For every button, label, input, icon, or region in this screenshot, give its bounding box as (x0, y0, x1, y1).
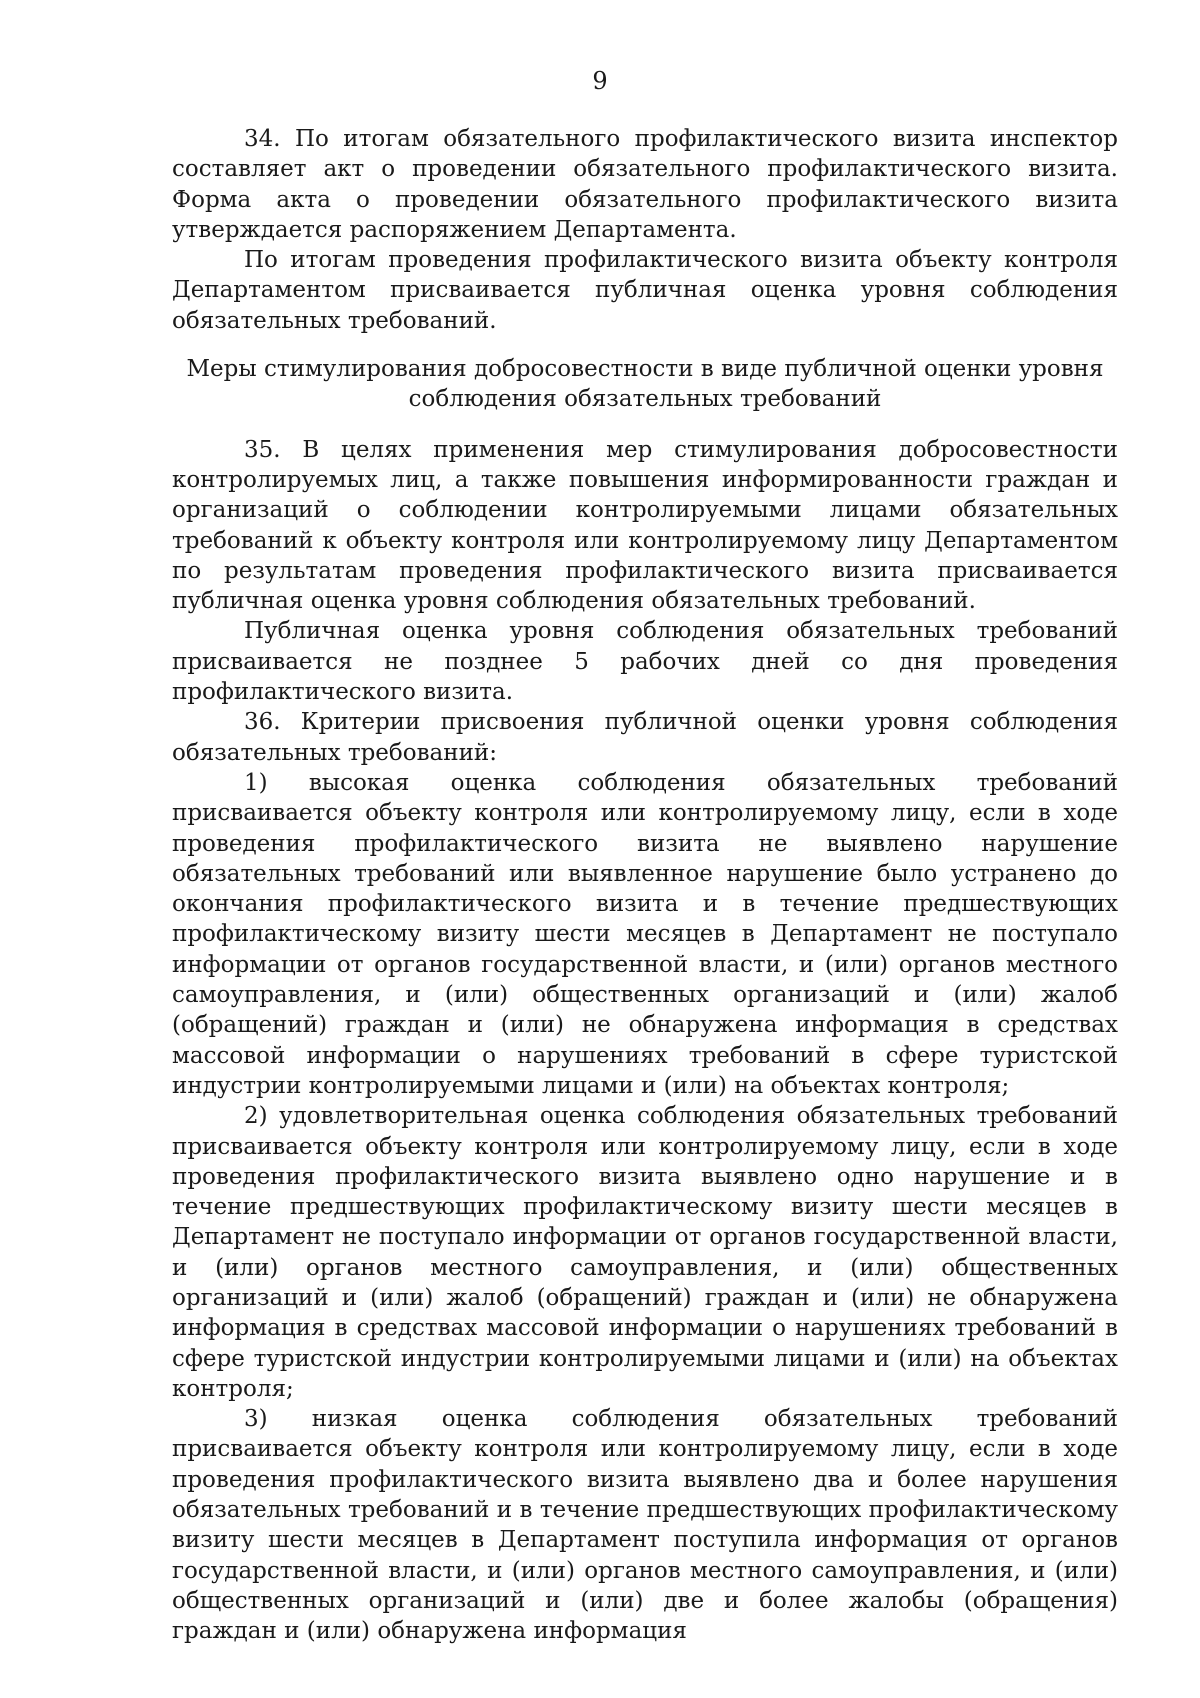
criterion-low: 3) низкая оценка соблюдения обязательных требований присваивается объекту контроля или контролируемому лицу, если в ходе проведения профилактического визита выявлено два и более нарушения обязательных требований и в течение предшествующих профилактическому визиту шести месяцев в Департамент поступила информация от органов государственной власти, и (или) органов местного самоуправления, и (или) общественных организаций и (или) две и более жалобы (обращения) граждан и (или) обнаружена информация (172, 1406, 1118, 1645)
section-heading (172, 354, 1118, 415)
document-body (172, 124, 1118, 1647)
section-heading-line-2: соблюдения обязательных требований (408, 386, 882, 413)
paragraph-36: 36. Критерии присвоения публичной оценки уровня соблюдения обязательных требований: (172, 709, 1118, 766)
paragraph-35-deadline: Публичная оценка уровня соблюдения обязательных требований присваивается не позднее 5 рабочих дней со дня проведения профилактического визита. (172, 618, 1118, 706)
page-number: 9 (592, 67, 608, 95)
section-heading-line-1: Меры стимулирования добросовестности в виде публичной оценки уровня (186, 356, 1104, 383)
criterion-satisfactory: 2) удовлетворительная оценка соблюдения обязательных требований присваивается объекту контроля или контролируемому лицу, если в ходе проведения профилактического визита выявлено одно нарушение и в течение предшествующих профилактическому визиту шести месяцев в Департамент не поступало информации от органов государственной власти, и (или) органов местного самоуправления, и (или) общественных организаций и (или) жалоб (обращений) граждан и (или) не обнаружена информация в средствах массовой информации о нарушениях требований в сфере туристской индустрии контролируемыми лицами и (или) на объектах контроля; (172, 1103, 1118, 1402)
criterion-high: 1) высокая оценка соблюдения обязательных требований присваивается объекту контроля или контролируемому лицу, если в ходе проведения профилактического визита не выявлено нарушение обязательных требований или выявленное нарушение было устранено до окончания профилактического визита и в течение предшествующих профилактическому визиту шести месяцев в Департамент не поступало информации от органов государственной власти, и (или) органов местного самоуправления, и (или) общественных организаций и (или) жалоб (обращений) граждан и (или) не обнаружена информация в средствах массовой информации о нарушениях требований в сфере туристской индустрии контролируемыми лицами и (или) на объектах контроля; (172, 769, 1118, 1099)
paragraph-35: 35. В целях применения мер стимулирования добросовестности контролируемых лиц, а также повышения информированности граждан и организаций о соблюдении контролируемыми лицами обязательных требований к объекту контроля или контролируемому лицу Департаментом по результатам проведения профилактического визита присваивается публичная оценка уровня соблюдения обязательных требований. (172, 436, 1118, 615)
paragraph-34-public-rating: По итогам проведения профилактического визита объекту контроля Департаментом присваивается публичная оценка уровня соблюдения обязательных требований. (172, 247, 1118, 334)
paragraph-34: 34. По итогам обязательного профилактического визита инспектор составляет акт о проведении обязательного профилактического визита. Форма акта о проведении обязательного профилактического визита утверждается распоряжением Департамента. (172, 126, 1118, 243)
